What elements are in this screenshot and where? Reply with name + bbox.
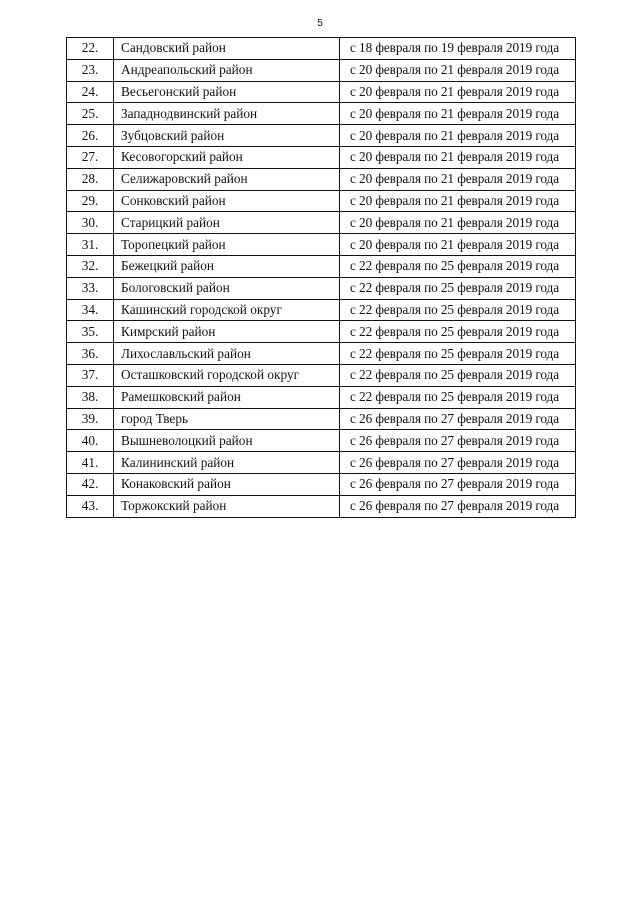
district-name-cell: Зубцовский район bbox=[114, 125, 340, 147]
period-cell: с 20 февраля по 21 февраля 2019 года bbox=[340, 190, 576, 212]
district-name-cell: Лихославльский район bbox=[114, 343, 340, 365]
period-cell: с 18 февраля по 19 февраля 2019 года bbox=[340, 38, 576, 60]
table-row bbox=[67, 321, 576, 343]
table-row bbox=[67, 495, 576, 517]
period-cell: с 26 февраля по 27 февраля 2019 года bbox=[340, 452, 576, 474]
district-name-cell: Осташковский городской округ bbox=[114, 364, 340, 386]
table-row bbox=[67, 255, 576, 277]
row-number-cell: 27. bbox=[67, 146, 114, 168]
district-name-cell: Сандовский район bbox=[114, 38, 340, 60]
table-row bbox=[67, 430, 576, 452]
table-row bbox=[67, 59, 576, 81]
row-number-cell: 30. bbox=[67, 212, 114, 234]
table-row bbox=[67, 343, 576, 365]
schedule-table-body bbox=[67, 38, 576, 518]
row-number-cell: 32. bbox=[67, 255, 114, 277]
period-cell: с 22 февраля по 25 февраля 2019 года bbox=[340, 343, 576, 365]
row-number-cell: 42. bbox=[67, 473, 114, 495]
period-cell: с 20 февраля по 21 февраля 2019 года bbox=[340, 146, 576, 168]
table-row bbox=[67, 452, 576, 474]
row-number-cell: 34. bbox=[67, 299, 114, 321]
table-row bbox=[67, 103, 576, 125]
row-number-cell: 26. bbox=[67, 125, 114, 147]
schedule-table bbox=[66, 37, 576, 518]
district-name-cell: Старицкий район bbox=[114, 212, 340, 234]
table-row bbox=[67, 277, 576, 299]
table-row bbox=[67, 299, 576, 321]
period-cell: с 26 февраля по 27 февраля 2019 года bbox=[340, 495, 576, 517]
period-cell: с 26 февраля по 27 февраля 2019 года bbox=[340, 473, 576, 495]
row-number-cell: 37. bbox=[67, 364, 114, 386]
page-number: 5 bbox=[317, 18, 323, 29]
row-number-cell: 23. bbox=[67, 59, 114, 81]
table-row bbox=[67, 364, 576, 386]
row-number-cell: 38. bbox=[67, 386, 114, 408]
row-number-cell: 28. bbox=[67, 168, 114, 190]
period-cell: с 20 февраля по 21 февраля 2019 года bbox=[340, 125, 576, 147]
district-name-cell: Торопецкий район bbox=[114, 234, 340, 256]
district-name-cell: город Тверь bbox=[114, 408, 340, 430]
period-cell: с 22 февраля по 25 февраля 2019 года bbox=[340, 386, 576, 408]
district-name-cell: Кашинский городской округ bbox=[114, 299, 340, 321]
period-cell: с 20 февраля по 21 февраля 2019 года bbox=[340, 212, 576, 234]
table-row bbox=[67, 212, 576, 234]
table-row bbox=[67, 146, 576, 168]
district-name-cell: Бологовский район bbox=[114, 277, 340, 299]
row-number-cell: 22. bbox=[67, 38, 114, 60]
row-number-cell: 25. bbox=[67, 103, 114, 125]
period-cell: с 20 февраля по 21 февраля 2019 года bbox=[340, 59, 576, 81]
table-row bbox=[67, 38, 576, 60]
period-cell: с 20 февраля по 21 февраля 2019 года bbox=[340, 81, 576, 103]
row-number-cell: 39. bbox=[67, 408, 114, 430]
district-name-cell: Торжокский район bbox=[114, 495, 340, 517]
table-row bbox=[67, 81, 576, 103]
row-number-cell: 31. bbox=[67, 234, 114, 256]
period-cell: с 20 февраля по 21 февраля 2019 года bbox=[340, 103, 576, 125]
district-name-cell: Сонковский район bbox=[114, 190, 340, 212]
row-number-cell: 35. bbox=[67, 321, 114, 343]
district-name-cell: Кесовогорский район bbox=[114, 146, 340, 168]
table-row bbox=[67, 125, 576, 147]
row-number-cell: 36. bbox=[67, 343, 114, 365]
period-cell: с 22 февраля по 25 февраля 2019 года bbox=[340, 255, 576, 277]
table-row bbox=[67, 473, 576, 495]
table-row bbox=[67, 408, 576, 430]
table-row bbox=[67, 386, 576, 408]
district-name-cell: Бежецкий район bbox=[114, 255, 340, 277]
row-number-cell: 41. bbox=[67, 452, 114, 474]
district-name-cell: Селижаровский район bbox=[114, 168, 340, 190]
table-row bbox=[67, 168, 576, 190]
period-cell: с 22 февраля по 25 февраля 2019 года bbox=[340, 299, 576, 321]
period-cell: с 20 февраля по 21 февраля 2019 года bbox=[340, 234, 576, 256]
period-cell: с 22 февраля по 25 февраля 2019 года bbox=[340, 364, 576, 386]
district-name-cell: Западнодвинский район bbox=[114, 103, 340, 125]
district-name-cell: Калининский район bbox=[114, 452, 340, 474]
period-cell: с 26 февраля по 27 февраля 2019 года bbox=[340, 408, 576, 430]
period-cell: с 26 февраля по 27 февраля 2019 года bbox=[340, 430, 576, 452]
row-number-cell: 24. bbox=[67, 81, 114, 103]
period-cell: с 22 февраля по 25 февраля 2019 года bbox=[340, 321, 576, 343]
period-cell: с 20 февраля по 21 февраля 2019 года bbox=[340, 168, 576, 190]
district-name-cell: Андреапольский район bbox=[114, 59, 340, 81]
district-name-cell: Вышневолоцкий район bbox=[114, 430, 340, 452]
table-row bbox=[67, 190, 576, 212]
period-cell: с 22 февраля по 25 февраля 2019 года bbox=[340, 277, 576, 299]
district-name-cell: Кимрский район bbox=[114, 321, 340, 343]
row-number-cell: 29. bbox=[67, 190, 114, 212]
district-name-cell: Конаковский район bbox=[114, 473, 340, 495]
row-number-cell: 43. bbox=[67, 495, 114, 517]
table-row bbox=[67, 234, 576, 256]
row-number-cell: 33. bbox=[67, 277, 114, 299]
row-number-cell: 40. bbox=[67, 430, 114, 452]
district-name-cell: Весьегонский район bbox=[114, 81, 340, 103]
district-name-cell: Рамешковский район bbox=[114, 386, 340, 408]
